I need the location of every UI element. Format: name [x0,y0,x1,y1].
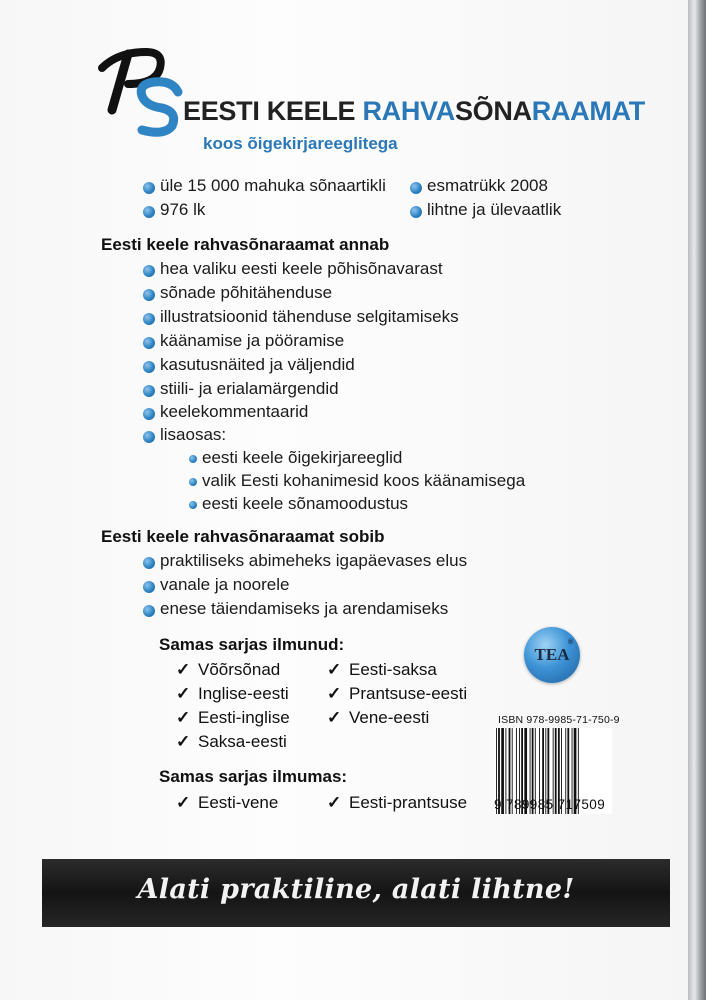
bullet-icon [143,182,155,194]
check-icon: ✓ [327,708,342,727]
series-item: ✓ Vene-eesti [327,708,430,727]
bullet-icon [143,431,155,443]
bullet-icon [143,313,155,325]
series-item: ✓ Saksa-eesti [176,732,287,751]
list-item: vanale ja noorele [160,575,290,594]
bullet-icon [143,265,155,277]
bullet-icon [143,581,155,593]
check-icon: ✓ [327,660,342,679]
isbn-label: ISBN 978-9985-71-750-9 [498,714,620,726]
feature-item: esmatrükk 2008 [427,176,548,195]
sub-list-item: eesti keele sõnamoodustus [202,494,409,513]
book-subtitle: koos õigekirjareeglitega [203,134,398,153]
check-icon: ✓ [327,684,342,703]
list-item: praktiliseks abimeheks igapäevases elus [160,551,468,570]
list-item: käänamise ja pööramise [160,331,345,350]
series-item: ✓ Inglise-eesti [176,684,289,703]
bullet-icon [143,557,155,569]
bullet-icon [143,408,155,420]
list-item: enese täiendamiseks ja arendamiseks [160,599,449,618]
bullet-icon [143,289,155,301]
series-item: ✓ Eesti-saksa [327,660,437,679]
series-item: ✓ Eesti-prantsuse [327,793,468,812]
bullet-icon [143,361,155,373]
list-item: sõnade põhitähenduse [160,283,333,302]
sobib-heading: Eesti keele rahvasõnaraamat sobib [101,527,385,546]
bullet-icon [189,455,197,463]
bullet-icon [143,605,155,617]
series-item: ✓ Eesti-vene [176,793,279,812]
sub-list-item: eesti keele õigekirjareeglid [202,448,403,467]
series-item: ✓ Prantsuse-eesti [327,684,468,703]
check-icon: ✓ [176,684,191,703]
feature-item: 976 lk [160,200,206,219]
bullet-icon [410,206,422,218]
check-icon: ✓ [176,660,191,679]
feature-item: lihtne ja ülevaatlik [427,200,562,219]
list-item: kasutusnäited ja väljendid [160,355,355,374]
check-icon: ✓ [176,793,191,812]
check-icon: ✓ [327,793,342,812]
series-item: ✓ Võõrsõnad [176,660,281,679]
feature-item: üle 15 000 mahuka sõnaartikli [160,176,386,195]
bullet-icon [143,385,155,397]
publisher-logo: TEA ® [524,627,580,683]
list-item: illustratsioonid tähenduse selgitamiseks [160,307,459,326]
series-item: ✓ Eesti-inglise [176,708,290,727]
list-item: lisaosas: [160,425,227,444]
list-item: keelekommentaarid [160,402,309,421]
book-title: EESTI KEELE RAHVASÕNARAAMAT [183,96,645,126]
slogan-text: Alati praktiline, alati lihtne! [137,874,575,905]
sub-list-item: valik Eesti kohanimesid koos käänamisega [202,471,526,490]
list-item: stiili- ja erialamärgendid [160,379,339,398]
check-icon: ✓ [176,708,191,727]
check-icon: ✓ [176,732,191,751]
ilmunud-heading: Samas sarjas ilmunud: [159,635,345,654]
book-spine-edge [688,0,706,1000]
bullet-icon [189,501,197,509]
slogan-bar [42,859,670,927]
ilmumas-heading: Samas sarjas ilmumas: [159,767,348,786]
ps-logo-icon [88,38,188,138]
bullet-icon [143,337,155,349]
bullet-icon [143,206,155,218]
annab-heading: Eesti keele rahvasõnaraamat annab [101,235,390,254]
bullet-icon [189,478,197,486]
list-item: hea valiku eesti keele põhisõnavarast [160,259,443,278]
bullet-icon [410,182,422,194]
barcode-number: 9 789985 717509 [494,797,606,812]
